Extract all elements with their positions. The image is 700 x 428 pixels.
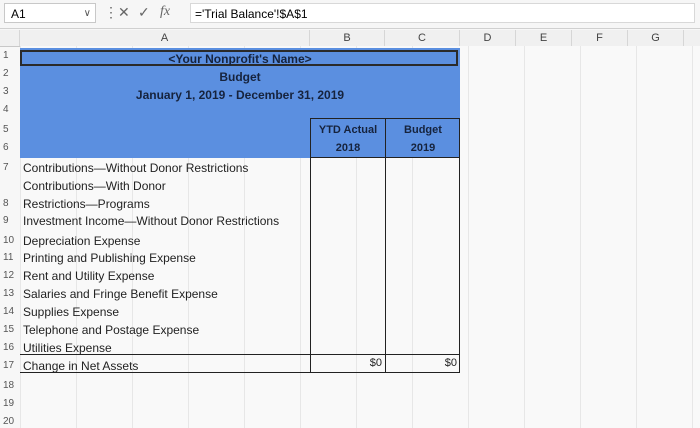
row-header-3[interactable]: 3 [3,86,9,97]
row-header-8[interactable]: 8 [3,198,9,209]
column-headers [0,30,700,47]
select-all-corner[interactable] [0,30,20,46]
row-header-14[interactable]: 14 [3,306,15,317]
column-header-f[interactable]: F [572,30,628,46]
line-item[interactable]: Salaries and Fringe Benefit Expense [23,287,218,301]
chevron-down-icon[interactable]: ∨ [83,8,91,19]
row-header-1[interactable]: 1 [3,50,9,61]
line-item[interactable]: Investment Income—Without Donor Restrictions [23,214,280,228]
row-header-13[interactable]: 13 [3,288,15,299]
row-header-17[interactable]: 17 [3,360,15,371]
line-item[interactable]: Depreciation Expense [23,234,141,248]
column-header-c[interactable]: C [385,30,460,46]
row-header-6[interactable]: 6 [3,142,9,153]
row-header-4[interactable]: 4 [3,104,9,115]
row-header-20[interactable]: 20 [3,416,15,427]
line-item[interactable]: Supplies Expense [23,305,120,319]
total-ytd-actual[interactable]: $0 [369,357,382,369]
row-header-5[interactable]: 5 [3,124,9,135]
border-header-top [310,118,460,119]
row-header-12[interactable]: 12 [3,270,15,281]
budget-title: Budget [219,70,261,84]
insert-function-button[interactable]: fx [160,4,171,19]
ytd-actual-header: YTD Actual [318,124,378,136]
formula-bar [0,0,700,29]
row-header-18[interactable]: 18 [3,380,15,391]
budget-period: January 1, 2019 - December 31, 2019 [135,88,345,102]
ytd-actual-year: 2018 [335,142,361,154]
line-item[interactable]: Contributions—With Donor [23,179,166,193]
row-header-10[interactable]: 10 [3,235,15,246]
column-header-a[interactable]: A [20,30,310,46]
column-header-g[interactable]: G [628,30,684,46]
more-options-icon[interactable]: ⋮ [104,4,118,20]
column-header-d[interactable]: D [460,30,516,46]
line-item[interactable]: Telephone and Postage Expense [23,323,200,337]
name-box[interactable] [4,3,96,23]
line-item[interactable]: Printing and Publishing Expense [23,251,196,265]
line-item[interactable]: Restrictions—Programs [23,197,150,211]
row-header-9[interactable]: 9 [3,215,9,226]
line-item[interactable]: Utilities Expense [23,341,112,355]
row-header-19[interactable]: 19 [3,398,15,409]
column-header-b[interactable]: B [310,30,385,46]
formula-input[interactable]: ='Trial Balance'!$A$1 [190,3,695,23]
column-header-e[interactable]: E [516,30,572,46]
row-header-2[interactable]: 2 [3,68,9,79]
row-header-16[interactable]: 16 [3,342,15,353]
line-item[interactable]: Rent and Utility Expense [23,269,155,283]
budget-year: 2019 [410,142,436,154]
total-budget[interactable]: $0 [444,357,457,369]
row-header-15[interactable]: 15 [3,324,15,335]
row-header-11[interactable]: 11 [3,252,14,263]
org-name: <Your Nonprofit's Name> [168,52,312,66]
row-header-7[interactable]: 7 [3,162,9,173]
line-item[interactable]: Contributions—Without Donor Restrictions [23,161,249,175]
cancel-icon[interactable]: ✕ [118,4,130,20]
budget-header: Budget [404,124,442,136]
border-header-bottom [310,157,460,158]
enter-icon[interactable]: ✓ [138,4,150,20]
line-item-total[interactable]: Change in Net Assets [23,359,139,373]
name-box-value: A1 [11,7,26,21]
